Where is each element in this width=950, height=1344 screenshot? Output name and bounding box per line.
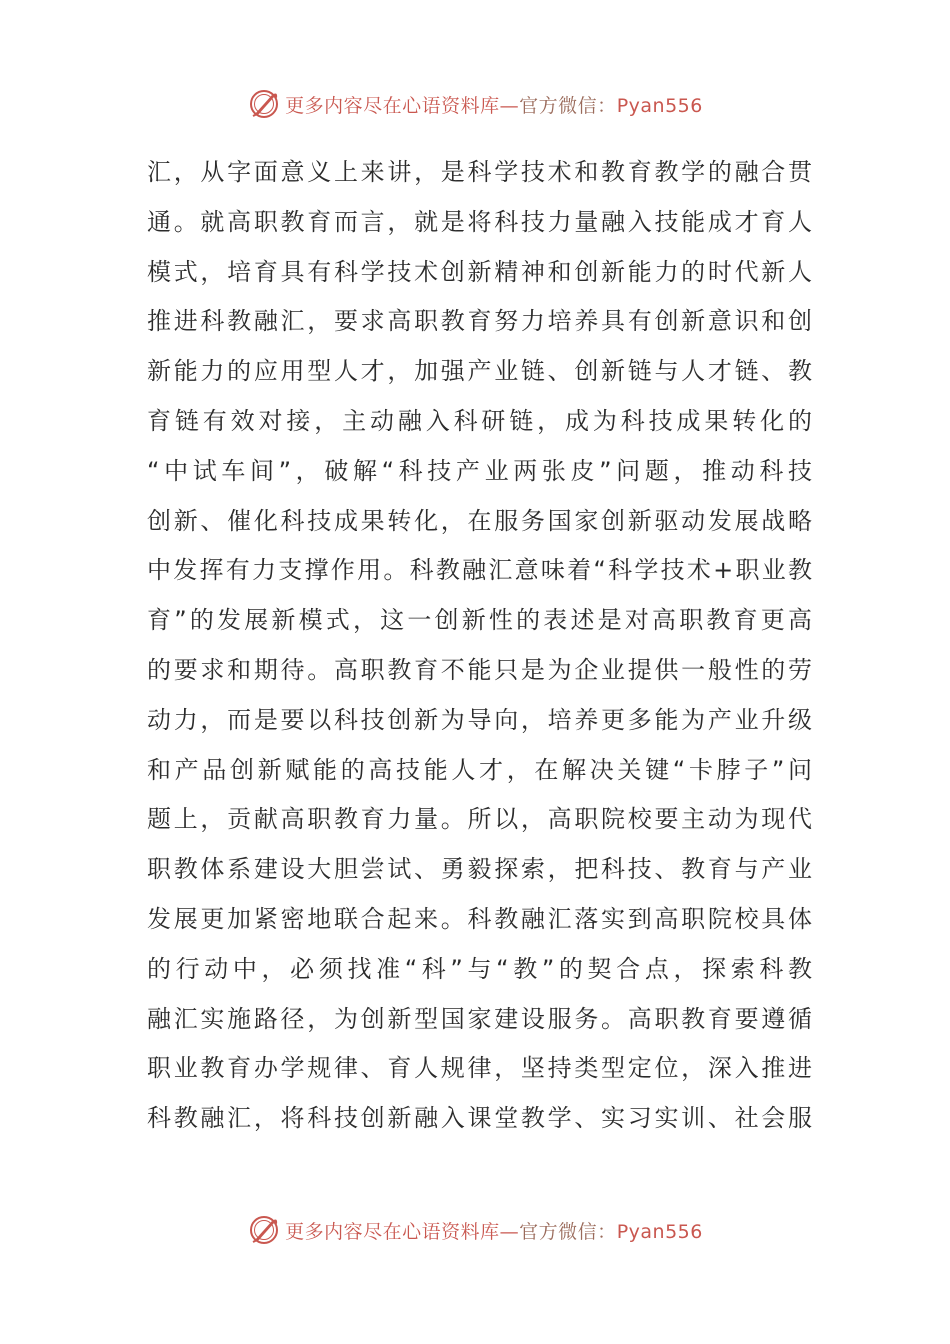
body-line: 职教体系建设大胆尝试、勇毅探索，把科技、教育与产业: [147, 855, 812, 884]
body-line: 模式，培育具有科学技术创新精神和创新能力的时代新人: [147, 257, 812, 286]
header-banner-text: [285, 91, 703, 118]
header-banner: [0, 84, 950, 124]
footer-banner: [0, 1210, 950, 1250]
footer-wechat-handle: Pyan556: [616, 1220, 703, 1243]
body-line: 的行动中，必须找准“科”与“教”的契合点，探索科教: [147, 954, 812, 983]
body-line: 中发挥有力支撑作用。科教融汇意味着“科学技术+职业教: [147, 556, 812, 585]
header-official-label: 官方微信：: [519, 94, 617, 117]
body-line: 职业教育办学规律、育人规律，坚持类型定位，深入推进: [147, 1054, 812, 1083]
body-line: “中试车间”，破解“科技产业两张皮”问题，推动科技: [147, 456, 812, 485]
header-main-text: 更多内容尽在心语资料库: [285, 94, 500, 117]
body-line: 的要求和期待。高职教育不能只是为企业提供一般性的劳: [147, 655, 812, 684]
footer-main-text: 更多内容尽在心语资料库: [285, 1220, 500, 1243]
body-line: 通。就高职教育而言，就是将科技力量融入技能成才育人: [147, 207, 812, 236]
body-line: 动力，而是要以科技创新为导向，培养更多能为产业升级: [147, 705, 812, 734]
footer-banner-text: [285, 1217, 703, 1244]
body-line: 新能力的应用型人才，加强产业链、创新链与人才链、教: [147, 357, 812, 386]
quill-pen-seal-icon: [247, 87, 281, 121]
header-separator: —: [499, 94, 520, 117]
quill-pen-seal-icon: [247, 1213, 281, 1247]
body-line: 发展更加紧密地联合起来。科教融汇落实到高职院校具体: [147, 904, 812, 933]
body-line: 创新、催化科技成果转化，在服务国家创新驱动发展战略: [147, 506, 812, 535]
body-line: 育”的发展新模式，这一创新性的表述是对高职教育更高: [147, 606, 812, 635]
footer-separator: —: [499, 1220, 520, 1243]
body-line: 育链有效对接，主动融入科研链，成为科技成果转化的: [147, 406, 812, 435]
body-line: 科教融汇，将科技创新融入课堂教学、实习实训、社会服: [147, 1104, 812, 1133]
body-line: 汇，从字面意义上来讲，是科学技术和教育教学的融合贯: [147, 158, 812, 186]
body-line: 和产品创新赋能的高技能人才，在解决关键“卡脖子”问: [147, 755, 812, 784]
body-line: 题上，贡献高职教育力量。所以，高职院校要主动为现代: [147, 805, 812, 834]
header-wechat-handle: Pyan556: [616, 94, 703, 117]
body-line: 融汇实施路径，为创新型国家建设服务。高职教育要遵循: [147, 1004, 812, 1033]
document-body: [147, 148, 812, 1144]
footer-official-label: 官方微信：: [519, 1220, 617, 1243]
body-line: 推进科教融汇，要求高职教育努力培养具有创新意识和创: [147, 307, 812, 336]
